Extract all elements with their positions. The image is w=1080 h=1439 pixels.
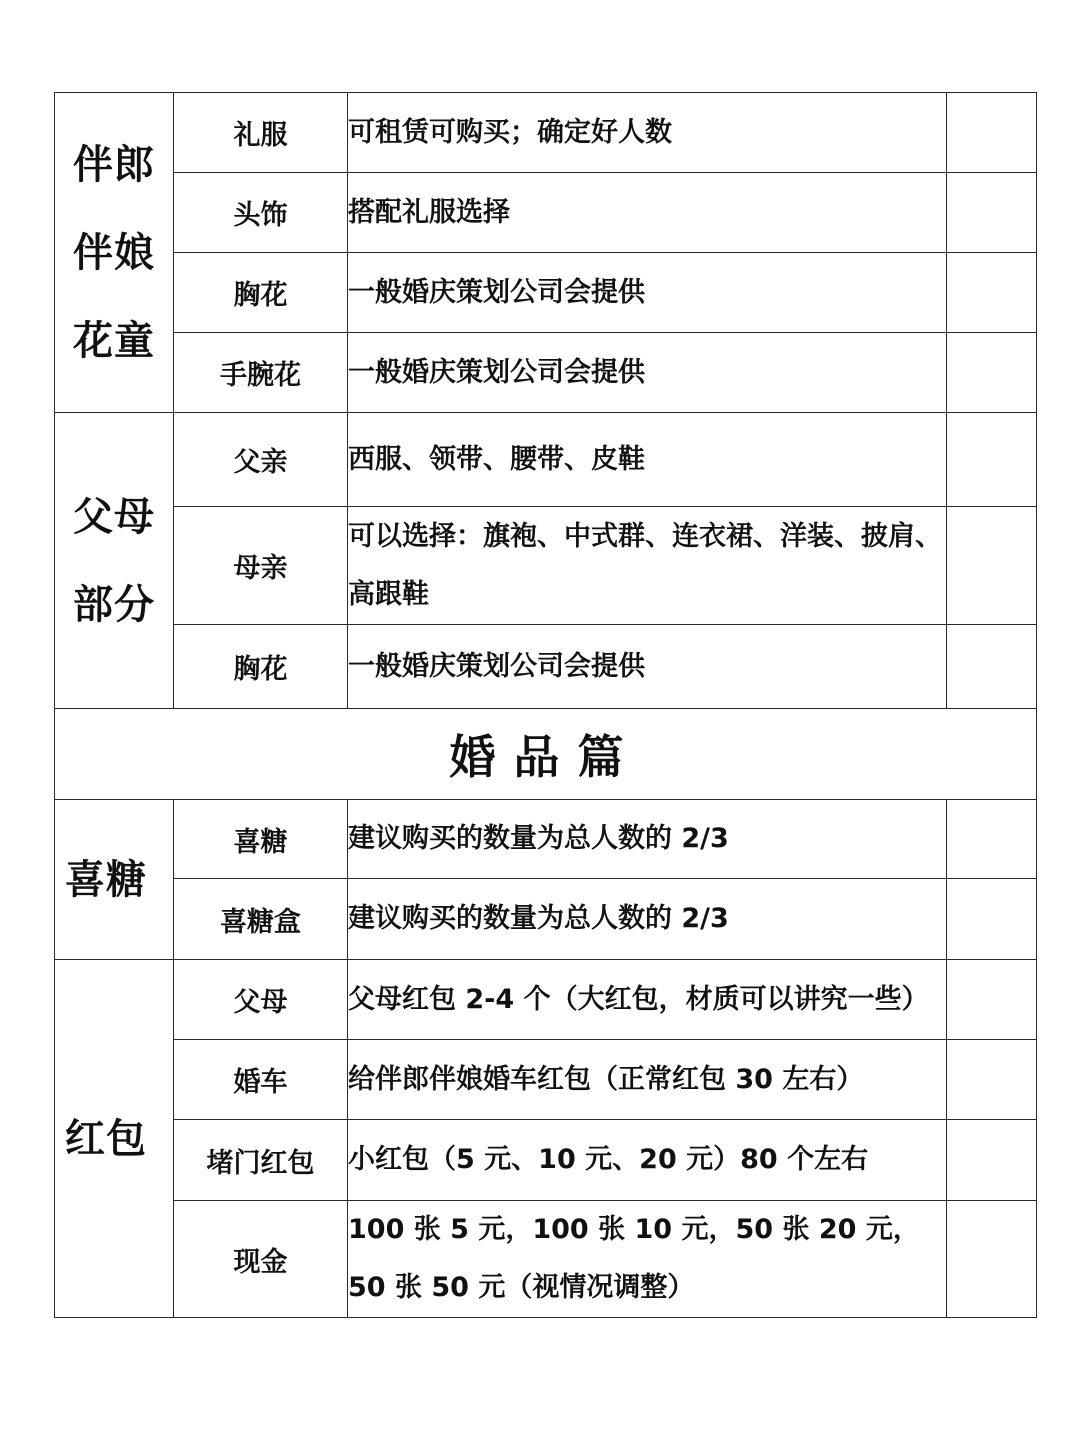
table-row	[55, 625, 1037, 709]
blank-cell	[947, 413, 1037, 507]
table-row	[55, 507, 1037, 625]
item-name: 喜糖盒	[174, 879, 348, 960]
item-description: 西服、领带、腰带、皮鞋	[348, 413, 947, 507]
blank-cell	[947, 333, 1037, 413]
table-row	[55, 173, 1037, 253]
item-description: 一般婚庆策划公司会提供	[348, 333, 947, 413]
item-description: 建议购买的数量为总人数的 2/3	[348, 800, 947, 879]
item-description: 父母红包 2-4 个（大红包，材质可以讲究一些）	[348, 960, 947, 1040]
item-name: 母亲	[174, 507, 348, 625]
blank-cell	[947, 93, 1037, 173]
table-row	[55, 1201, 1037, 1318]
blank-cell	[947, 960, 1037, 1040]
item-description: 建议购买的数量为总人数的 2/3	[348, 879, 947, 960]
table-row	[55, 960, 1037, 1040]
item-description: 100 张 5 元，100 张 10 元，50 张 20 元，50 张 50 元（视情况调整）	[348, 1201, 947, 1318]
item-description: 可租赁可购买；确定好人数	[348, 93, 947, 173]
table-row	[55, 709, 1037, 800]
item-description: 小红包（5 元、10 元、20 元）80 个左右	[348, 1120, 947, 1201]
table-row	[55, 1040, 1037, 1120]
item-description: 一般婚庆策划公司会提供	[348, 253, 947, 333]
blank-cell	[947, 1120, 1037, 1201]
blank-cell	[947, 625, 1037, 709]
item-description: 一般婚庆策划公司会提供	[348, 625, 947, 709]
blank-cell	[947, 1201, 1037, 1318]
item-name: 手腕花	[174, 333, 348, 413]
table-row	[55, 1120, 1037, 1201]
group-label-candy: 喜糖	[55, 800, 174, 960]
group-label-attendants: 伴郎 伴娘 花童	[55, 93, 174, 413]
wedding-checklist-table	[54, 92, 1037, 1318]
item-description: 搭配礼服选择	[348, 173, 947, 253]
item-description: 给伴郎伴娘婚车红包（正常红包 30 左右）	[348, 1040, 947, 1120]
table-row	[55, 413, 1037, 507]
item-name: 礼服	[174, 93, 348, 173]
blank-cell	[947, 253, 1037, 333]
table-row	[55, 253, 1037, 333]
item-name: 现金	[174, 1201, 348, 1318]
group-label-parents: 父母 部分	[55, 413, 174, 709]
item-name: 父母	[174, 960, 348, 1040]
blank-cell	[947, 1040, 1037, 1120]
item-name: 堵门红包	[174, 1120, 348, 1201]
item-name: 胸花	[174, 625, 348, 709]
section-heading: 婚品篇	[55, 709, 1037, 800]
item-name: 胸花	[174, 253, 348, 333]
table-row	[55, 333, 1037, 413]
blank-cell	[947, 507, 1037, 625]
item-name: 头饰	[174, 173, 348, 253]
table-row	[55, 879, 1037, 960]
blank-cell	[947, 879, 1037, 960]
group-label-red-envelope: 红包	[55, 960, 174, 1318]
table-row	[55, 800, 1037, 879]
item-name: 父亲	[174, 413, 348, 507]
table-row	[55, 93, 1037, 173]
item-description: 可以选择：旗袍、中式群、连衣裙、洋装、披肩、高跟鞋	[348, 507, 947, 625]
blank-cell	[947, 173, 1037, 253]
item-name: 婚车	[174, 1040, 348, 1120]
blank-cell	[947, 800, 1037, 879]
item-name: 喜糖	[174, 800, 348, 879]
